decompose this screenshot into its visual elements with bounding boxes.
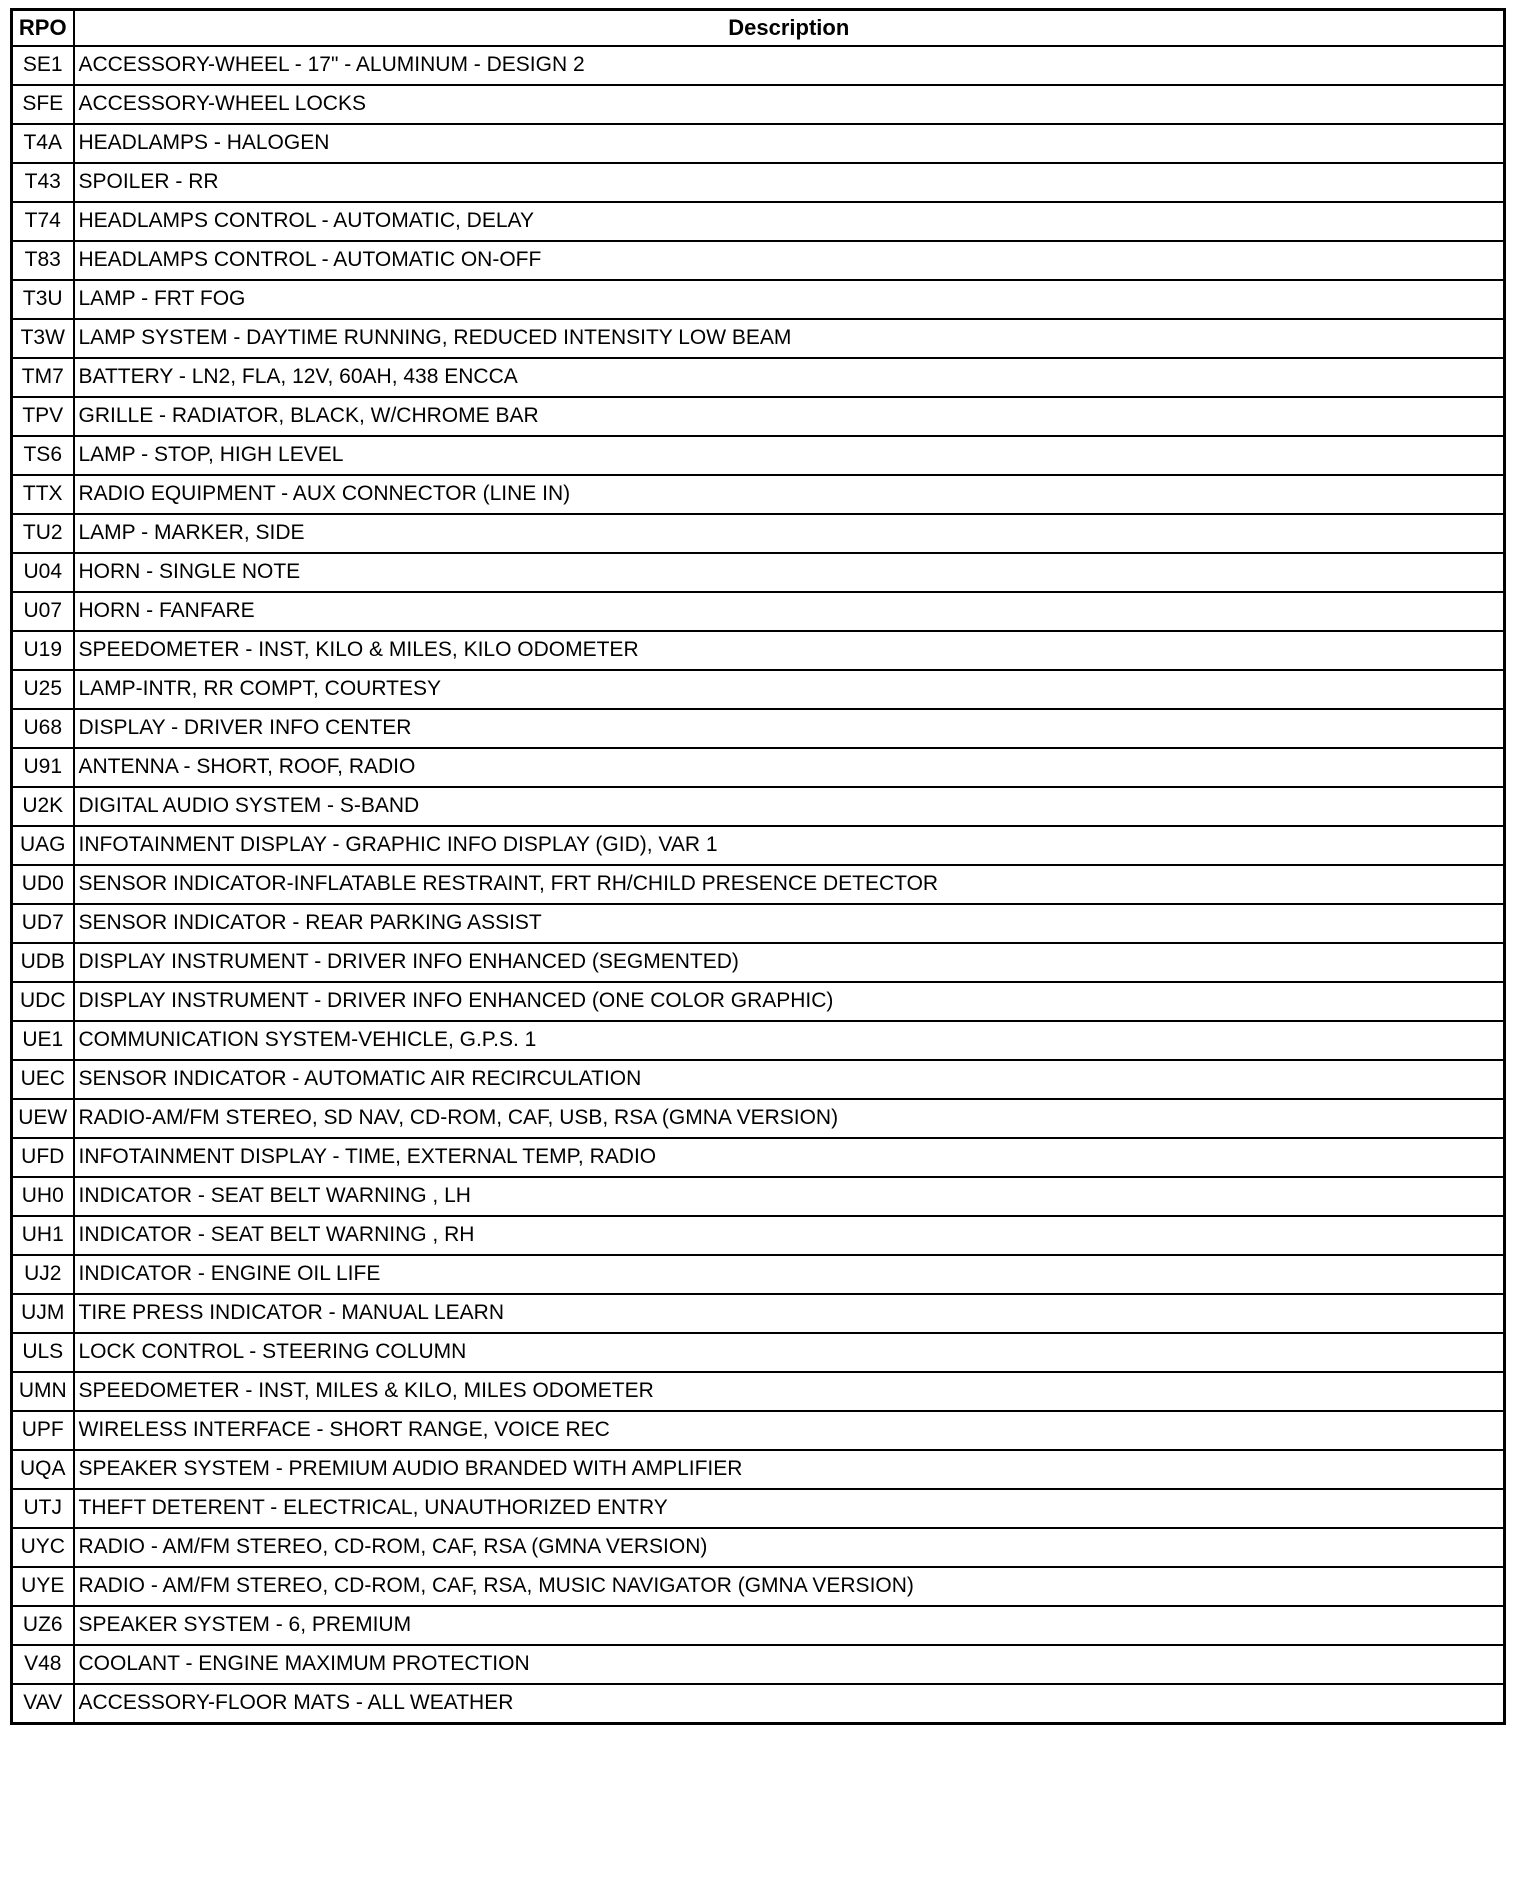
rpo-description: LAMP SYSTEM - DAYTIME RUNNING, REDUCED INTENSITY LOW BEAM — [74, 319, 1505, 358]
rpo-description: COOLANT - ENGINE MAXIMUM PROTECTION — [74, 1645, 1505, 1684]
rpo-code: SE1 — [12, 46, 74, 85]
rpo-description: SENSOR INDICATOR - AUTOMATIC AIR RECIRCULATION — [74, 1060, 1505, 1099]
rpo-description: HEADLAMPS CONTROL - AUTOMATIC ON-OFF — [74, 241, 1505, 280]
rpo-description: LAMP - STOP, HIGH LEVEL — [74, 436, 1505, 475]
rpo-code: UAG — [12, 826, 74, 865]
rpo-description: SPEEDOMETER - INST, MILES & KILO, MILES ODOMETER — [74, 1372, 1505, 1411]
rpo-description: DISPLAY - DRIVER INFO CENTER — [74, 709, 1505, 748]
rpo-code: UD7 — [12, 904, 74, 943]
rpo-description: LAMP - FRT FOG — [74, 280, 1505, 319]
rpo-code: TS6 — [12, 436, 74, 475]
rpo-code: U25 — [12, 670, 74, 709]
rpo-column-header: RPO — [12, 10, 74, 47]
table-row — [12, 943, 1505, 982]
table-row — [12, 241, 1505, 280]
rpo-description: LAMP-INTR, RR COMPT, COURTESY — [74, 670, 1505, 709]
rpo-code: UJ2 — [12, 1255, 74, 1294]
table-row — [12, 709, 1505, 748]
table-row — [12, 748, 1505, 787]
rpo-description: COMMUNICATION SYSTEM-VEHICLE, G.P.S. 1 — [74, 1021, 1505, 1060]
rpo-code: T4A — [12, 124, 74, 163]
rpo-description: BATTERY - LN2, FLA, 12V, 60AH, 438 ENCCA — [74, 358, 1505, 397]
rpo-description: ACCESSORY-FLOOR MATS - ALL WEATHER — [74, 1684, 1505, 1724]
rpo-description: SENSOR INDICATOR - REAR PARKING ASSIST — [74, 904, 1505, 943]
table-row — [12, 1411, 1505, 1450]
table-row — [12, 1450, 1505, 1489]
rpo-description: INDICATOR - SEAT BELT WARNING , LH — [74, 1177, 1505, 1216]
table-row — [12, 1138, 1505, 1177]
rpo-description: RADIO - AM/FM STEREO, CD-ROM, CAF, RSA, MUSIC NAVIGATOR (GMNA VERSION) — [74, 1567, 1505, 1606]
rpo-description: SPEEDOMETER - INST, KILO & MILES, KILO ODOMETER — [74, 631, 1505, 670]
rpo-code: TM7 — [12, 358, 74, 397]
table-row — [12, 1294, 1505, 1333]
rpo-code: ULS — [12, 1333, 74, 1372]
table-row — [12, 397, 1505, 436]
rpo-description: INDICATOR - ENGINE OIL LIFE — [74, 1255, 1505, 1294]
rpo-code: T83 — [12, 241, 74, 280]
rpo-code: UH0 — [12, 1177, 74, 1216]
rpo-description: ACCESSORY-WHEEL LOCKS — [74, 85, 1505, 124]
table-row — [12, 280, 1505, 319]
table-row — [12, 202, 1505, 241]
rpo-description: INFOTAINMENT DISPLAY - TIME, EXTERNAL TEMP, RADIO — [74, 1138, 1505, 1177]
table-body — [12, 46, 1505, 1724]
table-row — [12, 1060, 1505, 1099]
rpo-code: TTX — [12, 475, 74, 514]
rpo-code: T43 — [12, 163, 74, 202]
rpo-code: UE1 — [12, 1021, 74, 1060]
table-row — [12, 124, 1505, 163]
table-row — [12, 163, 1505, 202]
table-row — [12, 1021, 1505, 1060]
table-row — [12, 826, 1505, 865]
table-row — [12, 475, 1505, 514]
rpo-code: TU2 — [12, 514, 74, 553]
rpo-code: UDB — [12, 943, 74, 982]
rpo-code: VAV — [12, 1684, 74, 1724]
rpo-code: UD0 — [12, 865, 74, 904]
rpo-code: UMN — [12, 1372, 74, 1411]
rpo-description: RADIO EQUIPMENT - AUX CONNECTOR (LINE IN) — [74, 475, 1505, 514]
rpo-code: UEC — [12, 1060, 74, 1099]
rpo-description: SPOILER - RR — [74, 163, 1505, 202]
table-row — [12, 1645, 1505, 1684]
rpo-code: U04 — [12, 553, 74, 592]
rpo-description: LOCK CONTROL - STEERING COLUMN — [74, 1333, 1505, 1372]
rpo-code: UH1 — [12, 1216, 74, 1255]
rpo-description: HORN - FANFARE — [74, 592, 1505, 631]
table-row — [12, 1567, 1505, 1606]
table-row — [12, 1489, 1505, 1528]
table-header-row — [12, 10, 1505, 47]
rpo-description: DISPLAY INSTRUMENT - DRIVER INFO ENHANCED (ONE COLOR GRAPHIC) — [74, 982, 1505, 1021]
table-row — [12, 982, 1505, 1021]
rpo-description: WIRELESS INTERFACE - SHORT RANGE, VOICE REC — [74, 1411, 1505, 1450]
table-row — [12, 436, 1505, 475]
rpo-description: HEADLAMPS CONTROL - AUTOMATIC, DELAY — [74, 202, 1505, 241]
rpo-code-table — [10, 8, 1506, 1725]
table-row — [12, 1099, 1505, 1138]
rpo-code: UZ6 — [12, 1606, 74, 1645]
rpo-description: INDICATOR - SEAT BELT WARNING , RH — [74, 1216, 1505, 1255]
table-row — [12, 670, 1505, 709]
table-row — [12, 1372, 1505, 1411]
rpo-description: DISPLAY INSTRUMENT - DRIVER INFO ENHANCED (SEGMENTED) — [74, 943, 1505, 982]
rpo-description: ANTENNA - SHORT, ROOF, RADIO — [74, 748, 1505, 787]
rpo-description: RADIO - AM/FM STEREO, CD-ROM, CAF, RSA (GMNA VERSION) — [74, 1528, 1505, 1567]
rpo-description: SENSOR INDICATOR-INFLATABLE RESTRAINT, FRT RH/CHILD PRESENCE DETECTOR — [74, 865, 1505, 904]
rpo-description: LAMP - MARKER, SIDE — [74, 514, 1505, 553]
rpo-description: DIGITAL AUDIO SYSTEM - S-BAND — [74, 787, 1505, 826]
rpo-description: ACCESSORY-WHEEL - 17" - ALUMINUM - DESIGN 2 — [74, 46, 1505, 85]
table-row — [12, 319, 1505, 358]
table-row — [12, 358, 1505, 397]
rpo-code: TPV — [12, 397, 74, 436]
table-row — [12, 85, 1505, 124]
table-row — [12, 1255, 1505, 1294]
description-column-header: Description — [74, 10, 1505, 47]
rpo-code: SFE — [12, 85, 74, 124]
rpo-code: T74 — [12, 202, 74, 241]
rpo-code: UQA — [12, 1450, 74, 1489]
table-row — [12, 553, 1505, 592]
table-row — [12, 1333, 1505, 1372]
table-row — [12, 514, 1505, 553]
table-row — [12, 1216, 1505, 1255]
rpo-description: TIRE PRESS INDICATOR - MANUAL LEARN — [74, 1294, 1505, 1333]
table-row — [12, 1177, 1505, 1216]
rpo-code: U68 — [12, 709, 74, 748]
rpo-code: UYC — [12, 1528, 74, 1567]
rpo-code: U91 — [12, 748, 74, 787]
rpo-description: HEADLAMPS - HALOGEN — [74, 124, 1505, 163]
rpo-code: UDC — [12, 982, 74, 1021]
table-row — [12, 787, 1505, 826]
rpo-code: UJM — [12, 1294, 74, 1333]
rpo-description: THEFT DETERENT - ELECTRICAL, UNAUTHORIZED ENTRY — [74, 1489, 1505, 1528]
table-row — [12, 904, 1505, 943]
rpo-description: RADIO-AM/FM STEREO, SD NAV, CD-ROM, CAF, USB, RSA (GMNA VERSION) — [74, 1099, 1505, 1138]
table-row — [12, 631, 1505, 670]
rpo-description: SPEAKER SYSTEM - PREMIUM AUDIO BRANDED WITH AMPLIFIER — [74, 1450, 1505, 1489]
rpo-description: HORN - SINGLE NOTE — [74, 553, 1505, 592]
rpo-code: U2K — [12, 787, 74, 826]
rpo-code: U07 — [12, 592, 74, 631]
rpo-code: UEW — [12, 1099, 74, 1138]
table-row — [12, 1684, 1505, 1724]
rpo-code: UPF — [12, 1411, 74, 1450]
rpo-code: UFD — [12, 1138, 74, 1177]
rpo-code: UYE — [12, 1567, 74, 1606]
rpo-code: V48 — [12, 1645, 74, 1684]
rpo-description: SPEAKER SYSTEM - 6, PREMIUM — [74, 1606, 1505, 1645]
rpo-code: T3W — [12, 319, 74, 358]
table-row — [12, 592, 1505, 631]
table-row — [12, 1528, 1505, 1567]
rpo-code: UTJ — [12, 1489, 74, 1528]
table-row — [12, 46, 1505, 85]
table-row — [12, 865, 1505, 904]
rpo-code: T3U — [12, 280, 74, 319]
rpo-description: GRILLE - RADIATOR, BLACK, W/CHROME BAR — [74, 397, 1505, 436]
table-row — [12, 1606, 1505, 1645]
rpo-code: U19 — [12, 631, 74, 670]
rpo-description: INFOTAINMENT DISPLAY - GRAPHIC INFO DISPLAY (GID), VAR 1 — [74, 826, 1505, 865]
